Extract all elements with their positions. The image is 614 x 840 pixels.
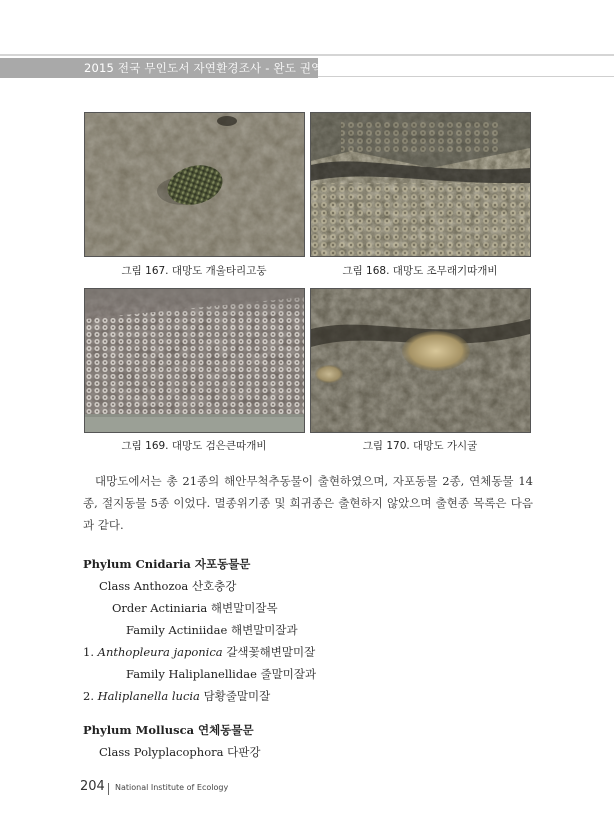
header-title: 2015 전국 무인도서 자연환경조사 - 완도 권역: [84, 61, 323, 75]
taxon-korean: 다판강: [227, 745, 261, 759]
taxon-class-polyplacophora: [99, 744, 260, 760]
taxon-latin: Phylum Cnidaria: [83, 557, 191, 571]
header-rule-right: [318, 76, 614, 77]
taxon-latin: Phylum Mollusca: [83, 723, 195, 737]
running-header: [0, 54, 614, 78]
taxon-latin: Order Actiniaria: [112, 601, 208, 615]
taxon-korean: 해변말미잘목: [210, 601, 278, 615]
taxon-korean: 줄말미잘과: [260, 667, 317, 681]
species-number: 1.: [83, 645, 94, 659]
page-number: 204: [80, 779, 105, 794]
figure-photo-168: [310, 112, 531, 257]
species-korean: 담황줄말미잘: [203, 689, 271, 703]
taxon-latin: Family Actiniidae: [126, 623, 228, 637]
taxon-family-actiniidae: [126, 622, 298, 638]
species-latin: Haliplanella lucia: [97, 689, 200, 703]
figure-caption-169: 그림 169. 대망도 검은큰따개비: [121, 440, 267, 452]
taxon-order-actiniaria: [112, 600, 278, 616]
footer-institute: National Institute of Ecology: [115, 783, 229, 792]
figure-photo-167: [84, 112, 305, 257]
species-2: [83, 688, 270, 704]
footer-divider: [108, 783, 109, 795]
taxon-korean: 연체동물문: [198, 723, 254, 737]
figure-photo-170: [310, 288, 531, 433]
header-tab: [0, 58, 323, 78]
taxon-latin: Class Anthozoa: [99, 579, 189, 593]
taxon-latin: Class Polyplacophora: [99, 745, 224, 759]
species-number: 2.: [83, 689, 94, 703]
body-paragraph: 대망도에서는 총 21종의 해안무척추동물이 출현하였으며, 자포동물 2종, 연체동물 14종, 절지동물 5종 이었다. 멸종위기종 및 희귀종은 출현하지 않았으며 출현종 목록은 다음과 같다.: [83, 474, 533, 532]
figure-photo-169: [84, 288, 305, 433]
figure-caption-167: 그림 167. 대망도 개울타리고둥: [121, 265, 267, 277]
figure-caption-168: 그림 168. 대망도 조무래기따개비: [342, 265, 498, 277]
header-rule: [0, 54, 614, 56]
taxon-class-anthozoa: [99, 578, 236, 594]
taxon-family-haliplanellidae: [126, 666, 316, 682]
taxon-korean: 해변말미잘과: [230, 623, 298, 637]
taxon-korean: 자포동물문: [194, 557, 251, 571]
taxon-phylum-cnidaria: [83, 556, 250, 572]
taxon-phylum-mollusca: [83, 722, 254, 738]
species-1: [83, 644, 315, 660]
figure-caption-170: 그림 170. 대망도 가시굴: [362, 440, 478, 452]
species-latin: Anthopleura japonica: [97, 645, 223, 659]
taxon-latin: Family Haliplanellidae: [126, 667, 257, 681]
taxon-korean: 산호충강: [191, 579, 237, 593]
species-korean: 갈색꽃해변말미잘: [226, 645, 316, 659]
